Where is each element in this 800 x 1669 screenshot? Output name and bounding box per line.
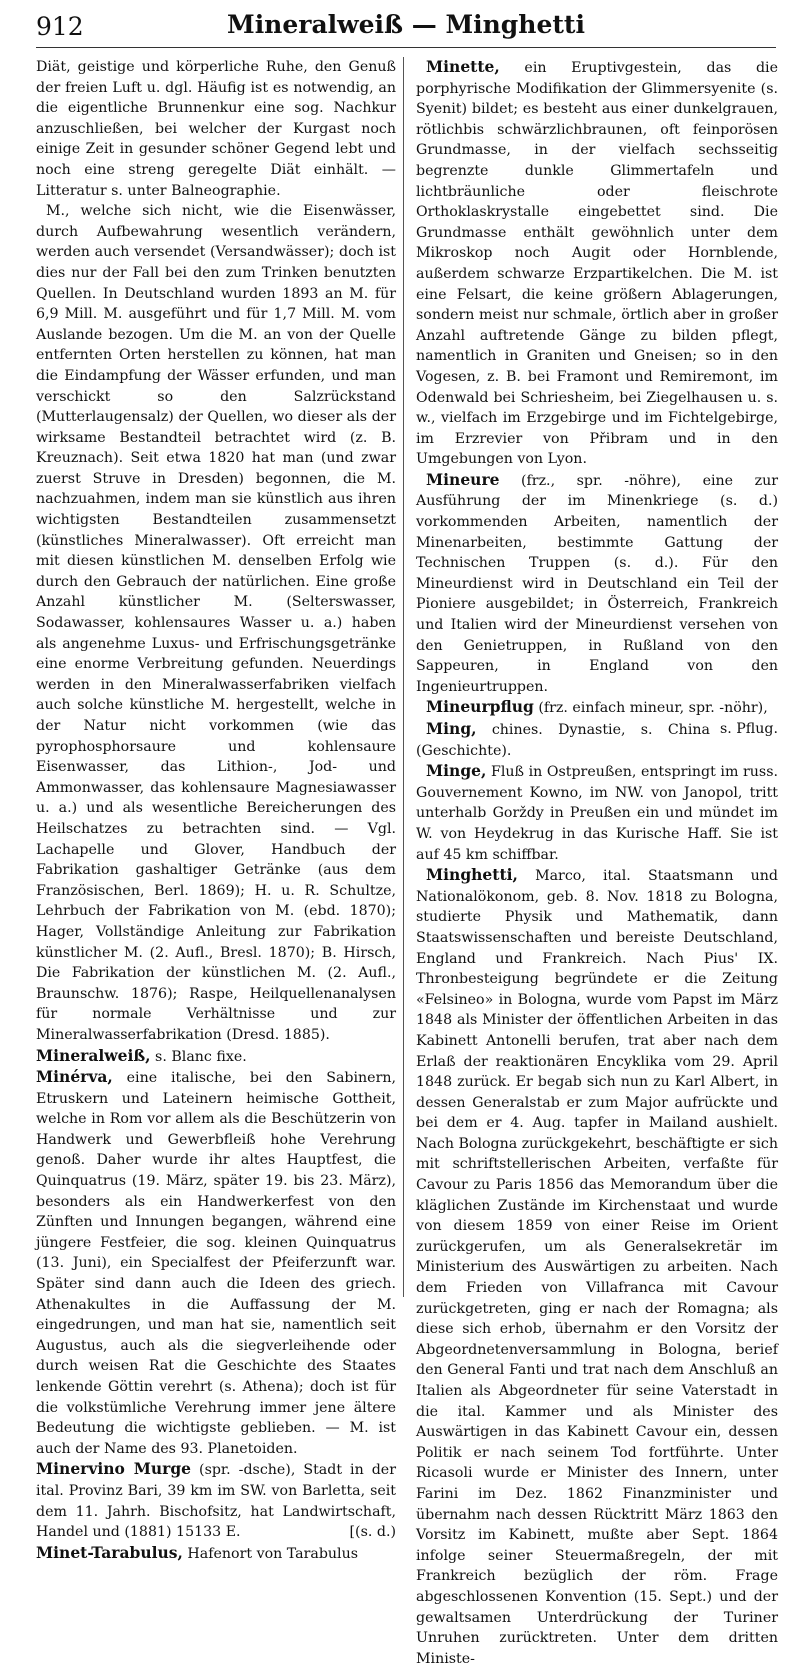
entry-text: chines. Dynastie, s. China (Geschichte). (416, 722, 710, 759)
entry-text: (frz., spr. -nöhre), eine zur Ausführung der im Minenkriege (s. d.) vorkommenden Arbeiten, namentlich der Minenarbeiten, bestimmte Gattung der Technischen Truppen (s. d.). Für den Mineurdienst wird in Deutschland ein Teil der Pioniere ausgebildet; in Österreich, Frankreich und Italien wird der Mineurdienst versehen von den Genietruppen, in Rußland von den Sappeuren, in England von den Ingenieurtruppen. (416, 472, 778, 695)
cross-reference: [(s. d.) (349, 1524, 396, 1541)
paragraph-versandwaesser: M., welche sich nicht, wie die Eisenwässer, durch Aufbewahrung wesentlich verändern, werden auch versendet (Versandwässer); doch ist dies nur der Fall bei den zum Trinken benutzten Quellen. In Deutschland wurden 1893 an M. für 6,9 Mill. M. ausgeführt und für 1,7 Mill. M. vom Auslande bezogen. Um die M. an von der Quelle entfernten Orten herstellen zu können, hat man die Eindampfung der Wässer erfunden, und man verschickt so den Salzrückstand (Mutterlaugensalz) der Quellen, wo dieser als der wirksame Bestandteil betrachtet wird (z. B. Kreuznach). Seit etwa 1820 hat man (und zwar zuerst Struve in Dresden) begonnen, die M. nachzuahmen, indem man sie künstlich aus ihren wichtigsten Bestandteilen zusammensetzt (künstliches Mineralwasser). Oft erreicht man mit diesen künstlichen M. denselben Erfolg wie durch den Gebrauch der natürlichen. Eine große Anzahl künstlicher M. (Selterswasser, Sodawasser, kohlensaures Wasser u. a.) haben als angenehme Luxus- und Erfrischungsgetränke eine enorme Verbreitung gefunden. Neuerdings werden in den Mineralwasserfabriken vielfach auch solche künstliche M. hergestellt, welche in der Natur nicht vorkommen (wie das pyrophosphorsaure und kohlensaure Eisenwasser, das Lithion-, Jod- und Ammonwasser, das kohlensaure Magnesiawasser u. a.) und als wesentliche Bereicherungen des Heilschatzes zu betrachten sind. — Vgl. Lachapelle und Glover, Handbuch der Fabrikation gashaltiger Getränke (aus dem Französischen, Berl. 1869); H. u. R. Schultze, Lehrbuch der Fabrikation von M. (ebd. 1870); Hager, Vollständige Anleitung zur Fabrikation künstlicher M. (2. Aufl., Bresl. 1870); B. Hirsch, Die Fabrikation der künstlichen M. (2. Aufl., Braunschw. 1876); Raspe, Heilquellenanalysen für normale Verhältnisse und zur Mineralwasserfabrikation (Dresd. 1885). (36, 203, 396, 1043)
entry-text: eine italische, bei den Sabinern, Etruskern und Lateinern heimische Gottheit, welche in Rom vor allem als die Beschützerin von Handwerk und Gewerbfleiß hohe Verehrung genoß. Daher wurde ihr altes Hauptfest, die Quinquatrus (19. März, später 19. bis 23. März), besonders als ein Handwerkerfest von den Zünften und Innungen begangen, während eine jüngere Festfeier, die sog. kleinen Quinquatrus (13. Juni), ein Specialfest der Pfeiferzunft war. Später sind dann auch die Ideen des griech. Athenakultes in die Auffassung der M. eingedrungen, und man hat sie, namentlich seit Augustus, auch als die siegverleihende oder durch weisen Rat die Geschichte des Staates lenkende Göttin verehrt (s. Athena); doch ist für die volkstümliche Verehrung immer jene ältere Bedeutung die wichtigste geblieben. — M. ist auch der Name des 93. Planetoiden. (36, 1070, 396, 1457)
entry-minerva (36, 1067, 396, 1459)
left-column (36, 57, 396, 1564)
entry-text: Marco, ital. Staatsmann und Nationalökonom, geb. 8. Nov. 1818 zu Bologna, studierte Physik und Mathematik, dann Staatswissenschaften und bereiste Deutschland, England und Frankreich. Nach Pius' IX. Thronbesteigung begründete er die Zeitung «Felsineo» in Bologna, wurde vom Papst im März 1848 als Minister der öffentlichen Arbeiten in das Kabinett Antonelli berufen, trat aber nach dem Erlaß der reaktionären Encyklika vom 29. April 1848 zurück. Er begab sich nun zu Karl Albert, in dessen Generalstab er zum Major aufrückte und bei dem er 4. Aug. tapfer in Mailand aushielt. Nach Bologna zurückgekehrt, beschäftigte er sich mit schriftstellerischen Arbeiten, verfaßte für Cavour zu Paris 1856 das Memorandum über die kläglichen Zustände im Kirchenstaat und wurde von diesem 1859 von einer Reise im Orient zurückgerufen, um als Generalsekretär im Ministerium des Auswärtigen zu arbeiten. Nach dem Frieden von Villafranca mit Cavour zurückgetreten, ging er nach der Romagna; als diese sich erhob, übernahm er den Vorsitz der Abgeordnetenversammlung in Bologna, berief den General Fanti und trat nach dem Anschluß an Italien als Abgeordneter für seine Vaterstadt in die ital. Kammer und als Minister des Auswärtigen in das Kabinett Cavour ein, dessen Politik er nach seinem Tod fortführte. Unter Ricasoli wurde er Minister des Innern, unter Farini im Dez. 1862 Finanzminister und übernahm nach dessen Rücktritt März 1863 den Vorsitz im Kabinett, mußte aber Sept. 1864 infolge seiner Steuermaßregeln, der mit Frankreich bezüglich der röm. Frage abgeschlossenen Konvention (15. Sept.) und der gewaltsamen Unterdrückung der Turiner Unruhen zurücktreten. Unter dem dritten Ministe- (416, 868, 778, 1667)
headword: Minghetti, (426, 865, 518, 885)
page-number: 912 (36, 12, 84, 41)
page-header (36, 8, 776, 44)
entry-text: Fluß in Ostpreußen, entspringt im russ. Gouvernement Kowno, im NW. von Janopol, tritt unterhalb Gorždy in Preußen ein und mündet im W. von Heydekrug in das Kurische Haff. Sie ist auf 45 km schiffbar. (416, 764, 778, 863)
headword: Minge, (426, 761, 487, 781)
headword: Mineurpflug (426, 697, 534, 717)
cross-reference: s. Pflug. (719, 721, 778, 737)
entry-text: (frz. einfach mineur, spr. -nöhr), (533, 700, 768, 717)
entry-minghetti (416, 865, 778, 1669)
column-divider (403, 57, 404, 1297)
entry-minet-tarabulus (36, 1543, 396, 1565)
entry-text: (spr. -dsche), Stadt in der ital. Provinz Bari, 39 km im SW. von Barletta, seit dem 11. Jahrh. Bischofsitz, hat Landwirtschaft, Handel und (1881) 15133 E. (36, 1462, 396, 1541)
headword: Minette, (426, 57, 500, 76)
running-head: Mineralweiß — Minghetti (227, 10, 585, 39)
entry-minge (416, 761, 778, 865)
header-rule (36, 47, 776, 48)
entry-text: ein Eruptivgestein, das die porphyrische Modifikation der Glimmersyenite (s. Syenit) bildet; es besteht aus einer dunkelgrauen, rötlichbis schwärzlichbraunen, oft feinporösen Grundmasse, in der vielfach sechsseitig begrenzte dunkle Glimmertafeln und lichtbräunliche oder fleischrote Orthoklaskrystalle eingebettet sind. Die Grundmasse enthält gewöhnlich unter dem Mikroskop noch Augit oder Hornblende, außerdem schwarze Erzpartikelchen. Die M. ist eine Felsart, die keine größern Ablagerungen, sondern meist nur schmale, örtlich aber in großer Anzahl auftretende Gänge zu bilden pflegt, namentlich in Graniten und Gneisen; so in den Vogesen, z. B. bei Framont und Remiremont, im Odenwald bei Schriesheim, bei Ziegelhausen u. s. w., vielfach im Erzgebirge und im Fichtelgebirge, im Erzrevier von Přibram und in den Umgebungen von Lyon. (416, 60, 778, 468)
headword: Ming, (426, 719, 477, 738)
paragraph-brunnenkur: Diät, geistige und körperliche Ruhe, den Genuß der freien Luft u. dgl. Häufig ist es notwendig, an die eigentliche Brunnenkur eine sog. Nachkur anzuschließen, bei welcher der Kurgast noch einige Zeit in gesunder schöner Gegend lebt und noch eine streng geregelte Diät einhält. — Litteratur s. unter Balneographie. (36, 59, 396, 199)
headword: Minet-Tarabulus, (36, 1542, 183, 1562)
entry-text: s. Blanc fixe. (150, 1048, 247, 1065)
entry-mineure (416, 470, 778, 698)
headword: Mineure (426, 469, 500, 489)
headword: Minervino Murge (36, 1459, 192, 1479)
entry-text: Hafenort von Tarabulus (182, 1545, 359, 1562)
entry-minette (416, 57, 778, 470)
entry-minervino-murge (36, 1459, 396, 1542)
headword: Mineralweiß, (36, 1045, 151, 1065)
entry-mineralweiss (36, 1046, 396, 1068)
right-column (416, 57, 778, 1669)
headword: Minérva, (36, 1067, 113, 1087)
